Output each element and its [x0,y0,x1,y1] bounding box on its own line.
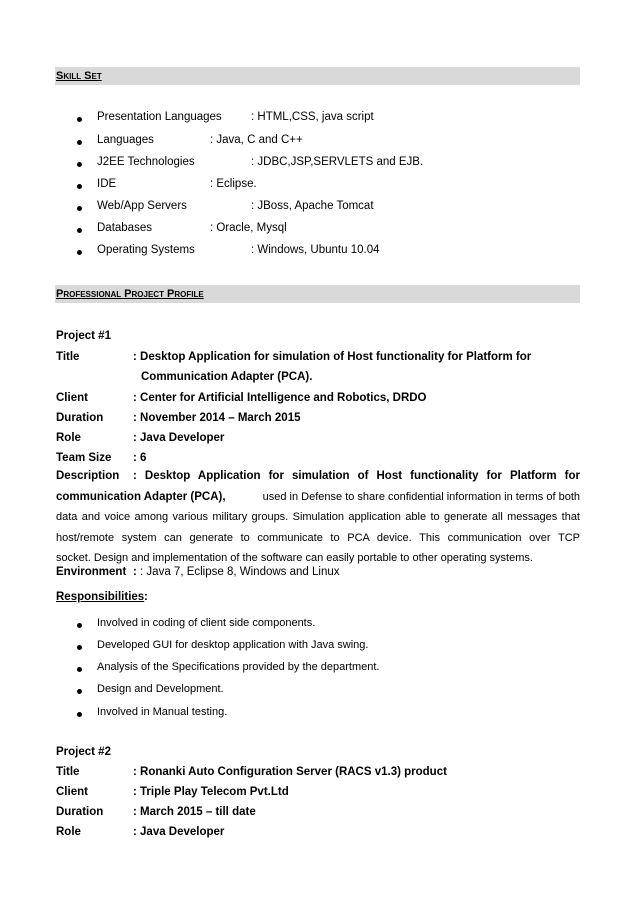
field-value: : March 2015 – till date [133,806,256,818]
responsibilities-colon: : [144,591,148,603]
responsibility-text: Involved in Manual testing. [97,706,228,718]
bullet-icon [77,206,82,211]
field-value: : Desktop Application for simulation of Host functionality for Platform for [133,351,532,363]
field-key: Team Size [56,452,112,464]
field-value: : : Java 7, Eclipse 8, Windows and Linux [133,566,340,578]
bullet-icon [77,250,82,255]
field-value: : November 2014 – March 2015 [133,412,301,424]
field-key: Role [56,432,81,444]
bullet-icon [77,645,82,650]
field-key: Duration [56,806,104,818]
skill-label: IDE [97,178,117,190]
bullet-icon [77,228,82,233]
skill-value: : Eclipse. [210,178,257,190]
description-line: data and voice among various military groups. Simulation application able to generate all messages that [56,511,580,523]
project-profile-heading-text: Professional Project Profile [56,288,204,300]
project-number: Project #2 [56,746,111,758]
field-key: Client [56,392,88,404]
bullet-icon [77,140,82,145]
bullet-icon [77,162,82,167]
bullet-icon [77,623,82,628]
env-value: : Java 7, Eclipse 8, Windows and Linux [140,566,340,578]
skill-label: Databases [97,222,152,234]
skill-label: Presentation Languages [97,111,222,123]
field-value: : Center for Artificial Intelligence and Robotics, DRDO [133,392,427,404]
responsibility-text: Developed GUI for desktop application with Java swing. [97,639,369,651]
bullet-icon [77,117,82,122]
responsibility-text: Design and Development. [97,683,224,695]
field-value: : 6 [133,452,147,464]
project-number: Project #1 [56,330,111,342]
field-value: : Java Developer [133,432,225,444]
bullet-icon [77,184,82,189]
skill-set-heading-text: Skill Set [56,70,102,82]
skill-value: : Java, C and C++ [210,134,303,146]
field-key: Description [56,470,120,482]
description-text: used in Defense to share confidential information in terms of both [262,490,580,503]
skill-label: Web/App Servers [97,200,187,212]
skill-set-heading [55,67,580,85]
skill-value: : HTML,CSS, java script [251,111,374,123]
field-key: Title [56,766,80,778]
skill-value: : Windows, Ubuntu 10.04 [251,244,380,256]
bullet-icon [77,712,82,717]
responsibilities-heading-text: Responsibilities [56,591,145,603]
field-key: Client [56,786,88,798]
description-line: socket. Design and implementation of the software can easily portable to other operating systems. [56,552,533,564]
field-key: Role [56,826,81,838]
field-key: Title [56,351,80,363]
skill-label: Languages [97,134,154,146]
description-line [56,487,580,508]
description-line [56,466,580,487]
responsibility-text: Involved in coding of client side components. [97,617,316,629]
field-value: : Desktop Application for simulation of Host functionality for Platform for [133,470,580,482]
project1-description [56,466,580,569]
field-value: : Ronanki Auto Configuration Server (RACS v1.3) product [133,766,447,778]
description-bold: communication Adapter (PCA), [56,490,226,503]
responsibilities-heading [56,591,144,603]
field-value: : Triple Play Telecom Pvt.Ltd [133,786,289,798]
skill-value: : JBoss, Apache Tomcat [251,200,374,212]
field-value: : Java Developer [133,826,225,838]
project-profile-heading [55,285,580,303]
field-key: Duration [56,412,104,424]
skill-value: : Oracle, Mysql [210,222,287,234]
field-key: Environment [56,566,127,578]
responsibility-text: Analysis of the Specifications provided by the department. [97,661,380,673]
skill-label: J2EE Technologies [97,156,195,168]
skill-value: : JDBC,JSP,SERVLETS and EJB. [251,156,424,168]
skill-label: Operating Systems [97,244,195,256]
bullet-icon [77,689,82,694]
description-line: host/remote system can generate to communicate to PCA device. This communication over TCP [56,531,580,544]
bullet-icon [77,667,82,672]
field-value: Communication Adapter (PCA). [141,371,313,383]
